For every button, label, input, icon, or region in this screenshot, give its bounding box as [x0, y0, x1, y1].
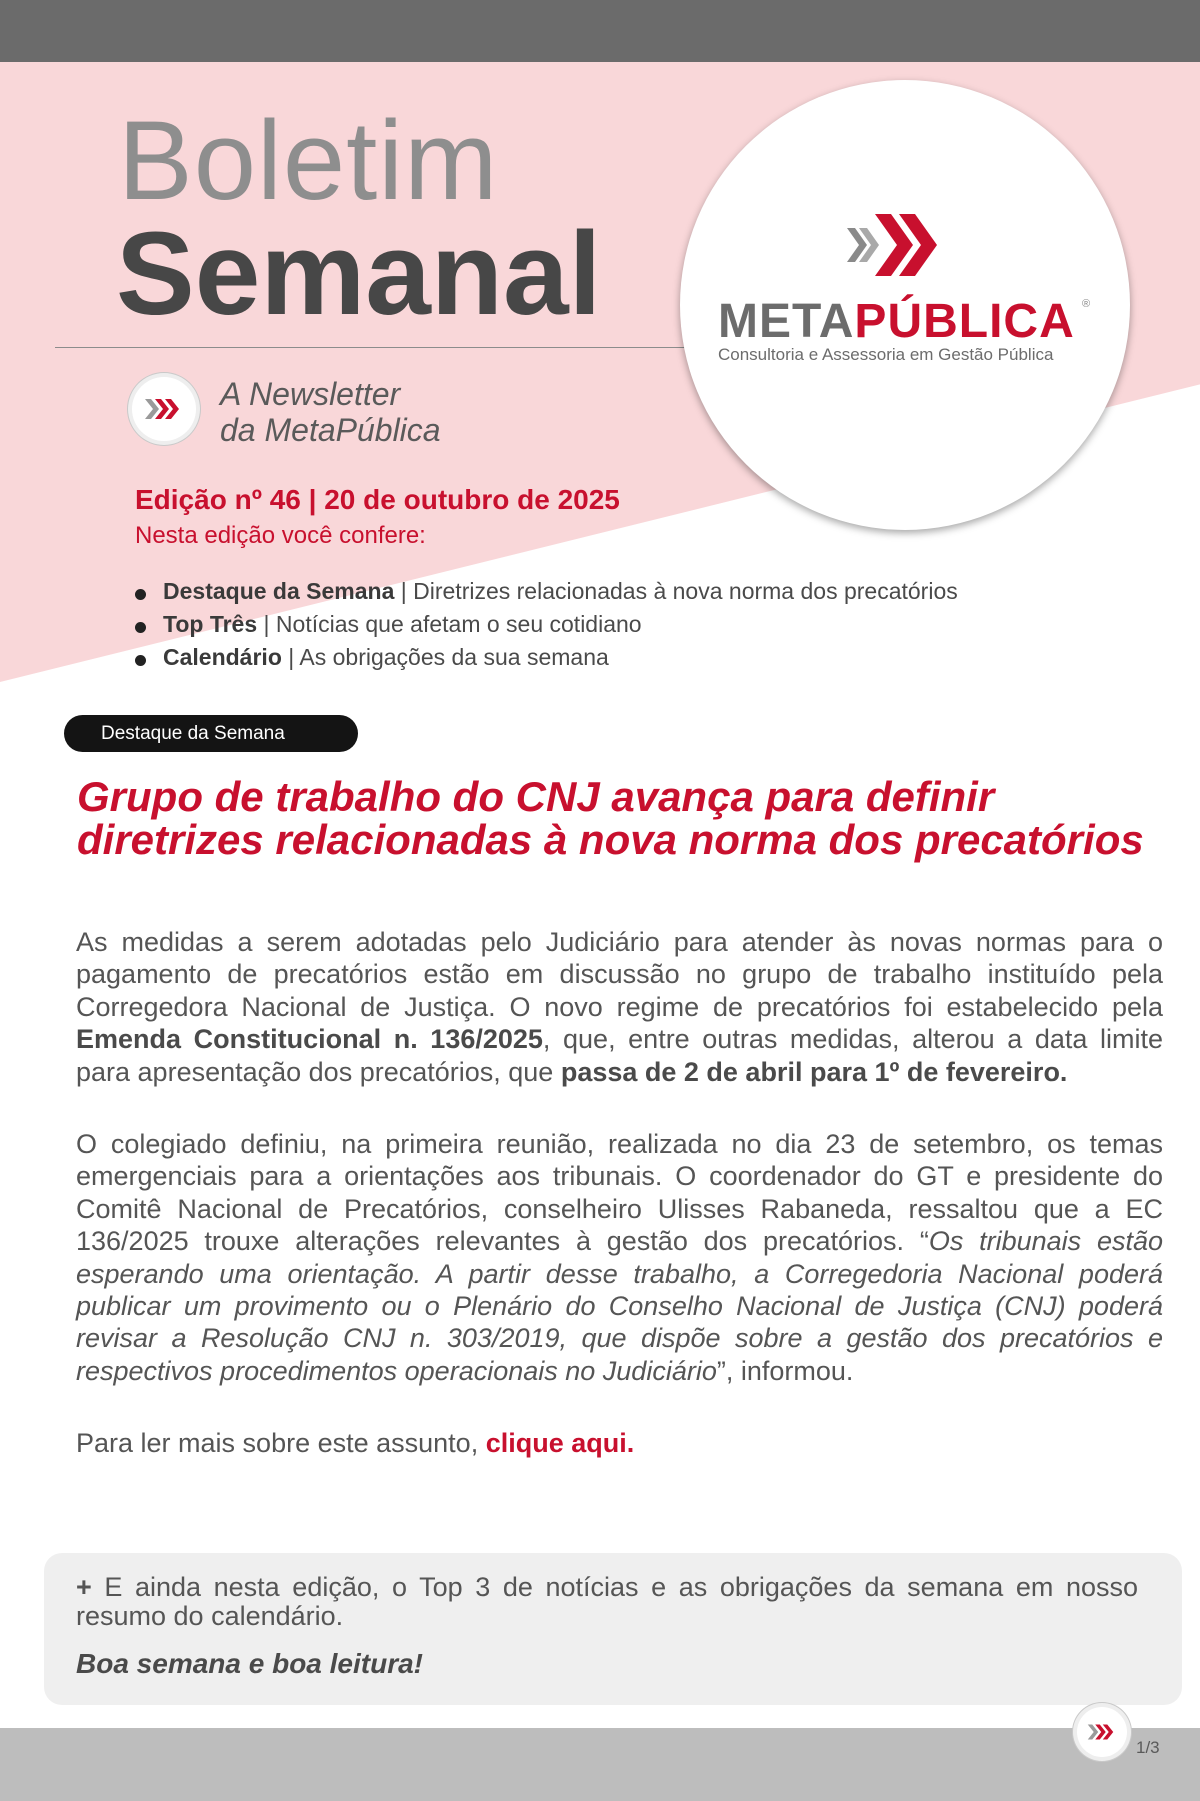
- closing-signoff: Boa semana e boa leitura!: [76, 1648, 424, 1679]
- paragraph-text: As medidas a serem adotadas pelo Judiciário para atender às novas normas para o pagamento de precatórios estão em discussão no grupo de trabalho instituído pela Corregedora Nacional de Justiça. O novo regime de precatórios foi estabelecido pela: [76, 927, 1163, 1022]
- contents-item-title: Calendário: [163, 644, 282, 670]
- brand-badge-icon: [132, 377, 196, 441]
- closing-box: [44, 1553, 1182, 1705]
- title-divider: [55, 347, 695, 348]
- footer-bar: [0, 1728, 1200, 1801]
- contents-item-desc: Diretrizes relacionadas à nova norma dos precatórios: [413, 578, 958, 604]
- article-paragraph: [76, 1128, 1163, 1387]
- footer-badge-icon: [1077, 1707, 1127, 1757]
- logo-wordmark-publica: PÚBLICA: [854, 295, 1075, 348]
- contents-item-title: Top Três: [163, 611, 258, 637]
- contents-separator: |: [394, 578, 414, 604]
- paragraph-text: O colegiado definiu, na primeira reunião, realizada no dia 23 de setembro, os temas emergenciais para a orientações aos tribunais. O coordenador do GT e presidente do Comitê Nacional de Precatórios, conselheiro Ulisses Rabaneda, ressaltou que a EC 136/2025 trouxe alterações relevantes à gestão dos precatórios. “: [76, 1129, 1163, 1257]
- edition-intro: Nesta edição você confere:: [135, 522, 426, 549]
- quote-text: Os tribunais estão esperando uma orientação. A partir desse trabalho, a Corregedoria Nacional poderá publicar um provimento ou o Plenário do Conselho Nacional de Justiça (CNJ) poderá revisar a Resolução CNJ n. 303/2019, que dispõe sobre a gestão dos precatórios e respectivos procedimentos operacionais no Judiciário: [76, 1226, 1164, 1386]
- paragraph-text: Para ler mais sobre este assunto,: [76, 1428, 486, 1459]
- contents-item-desc: As obrigações da sua semana: [299, 644, 609, 670]
- paragraph-text: , que, entre outras medidas, alterou a data limite para apresentação dos precatórios, que: [76, 1024, 1163, 1087]
- paragraph-text: ”, informou.: [716, 1355, 854, 1386]
- contents-separator: |: [257, 611, 276, 637]
- article-headline: Grupo de trabalho do CNJ avança para definir diretrizes relacionadas à nova norma dos precatórios: [77, 773, 1144, 863]
- contents-item[interactable]: [135, 608, 958, 641]
- logo-tagline: Consultoria e Assessoria em Gestão Pública: [718, 345, 1054, 364]
- metapublica-logo: [680, 80, 1130, 530]
- subtitle-line-1: A Newsletter: [220, 376, 401, 412]
- emphasis-text: Emenda Constitucional n. 136/2025: [76, 1024, 543, 1055]
- title-semanal: Semanal: [116, 208, 602, 340]
- page-number: 1/3: [1136, 1738, 1160, 1757]
- contents-list: [135, 575, 958, 674]
- logo-wordmark: [718, 295, 1075, 348]
- closing-text: [76, 1573, 1138, 1631]
- subtitle-line-2: da MetaPública: [220, 412, 441, 448]
- chevrons-icon: [1086, 1723, 1118, 1741]
- chevrons-icon: [143, 397, 185, 421]
- registered-mark: ®: [1082, 298, 1091, 310]
- read-more-link[interactable]: clique aqui.: [485, 1428, 635, 1459]
- plus-icon: +: [76, 1572, 92, 1602]
- logo-wordmark-meta: META: [718, 295, 855, 348]
- contents-item[interactable]: [135, 641, 958, 674]
- emphasis-text: passa de 2 de abril para 1º de fevereiro.: [560, 1056, 1068, 1087]
- contents-item-desc: Notícias que afetam o seu cotidiano: [275, 611, 642, 637]
- section-label: Destaque da Semana: [64, 715, 358, 752]
- logo-chevrons-icon: [845, 210, 955, 280]
- title-boletim: Boletim: [118, 98, 499, 223]
- contents-item[interactable]: [135, 575, 958, 608]
- contents-item-title: Destaque da Semana: [163, 578, 395, 604]
- article-paragraph: [76, 1427, 1163, 1459]
- top-bar: [0, 0, 1200, 62]
- article-body: [76, 926, 1163, 1500]
- closing-message: E ainda nesta edição, o Top 3 de notícias e as obrigações da semana em nosso resumo do calendário.: [76, 1572, 1138, 1631]
- edition-line: Edição nº 46 | 20 de outubro de 2025: [135, 484, 620, 515]
- newsletter-subtitle: [220, 376, 441, 448]
- contents-separator: |: [281, 644, 300, 670]
- article-paragraph: [76, 926, 1163, 1088]
